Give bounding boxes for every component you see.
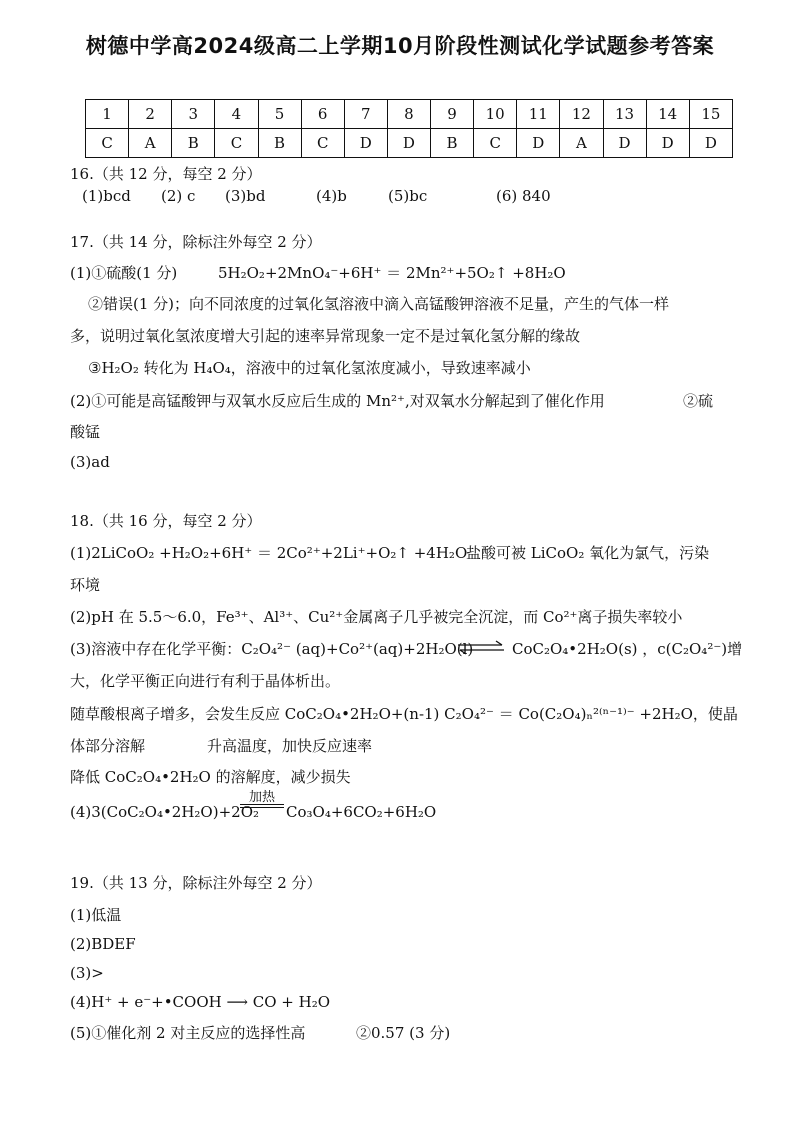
q16-item: (4)b	[316, 187, 347, 205]
table-cell-number: 1	[86, 100, 129, 129]
q17-equation-1: 5H₂O₂+2MnO₄⁻+6H⁺ ＝ 2Mn²⁺+5O₂↑ +8H₂O	[218, 264, 566, 282]
table-cell-number: 11	[517, 100, 560, 129]
q16-item: (5)bc	[388, 187, 428, 205]
q18-answer-3-a: 体部分溶解	[70, 737, 146, 755]
q18-line-6: 随草酸根离子增多，会发生反应 CoC₂O₄•2H₂O+(n-1) C₂O₄²⁻ ＝ Co(C₂O₄)ₙ²⁽ⁿ⁻¹⁾⁻ +2H₂O，使晶	[70, 705, 738, 723]
q17-line-6: 酸锰	[70, 423, 101, 441]
q19-line-5	[70, 1022, 451, 1043]
q18-answer-1-2: 盐酸可被 LiCoO₂ 氧化为氯气，污染	[466, 544, 710, 562]
q19-line-1: (1)低温	[70, 906, 122, 924]
answer-table	[85, 99, 733, 158]
q16-item: (3)bd	[225, 187, 266, 205]
table-cell-answer: B	[431, 129, 474, 158]
q18-header: 18.（共 16 分，每空 2 分）	[70, 512, 262, 530]
table-cell-answer: D	[603, 129, 646, 158]
table-cell-number: 4	[215, 100, 258, 129]
table-cell-answer: D	[689, 129, 732, 158]
q17-answer-1-1: (1)①硫酸(1 分)	[70, 264, 178, 282]
table-cell-number: 7	[344, 100, 387, 129]
q18-line-3: (2)pH 在 5.5～6.0，Fe³⁺、Al³⁺、Cu²⁺金属离子几乎被完全沉淀，而 Co²⁺离子损失率较小	[70, 608, 683, 626]
table-cell-answer: C	[301, 129, 344, 158]
table-cell-number: 9	[431, 100, 474, 129]
table-cell-number: 14	[646, 100, 689, 129]
q17-header: 17.（共 14 分，除标注外每空 2 分）	[70, 233, 322, 251]
q18-equation-1: (1)2LiCoO₂ +H₂O₂+6H⁺ ＝ 2Co²⁺+2Li⁺+O₂↑ +4H₂O	[70, 544, 468, 562]
table-cell-answer: D	[344, 129, 387, 158]
equilibrium-arrow-icon	[456, 640, 506, 660]
q19-answer-5-2: ②0.57 (3 分)	[356, 1024, 451, 1042]
table-cell-number: 3	[172, 100, 215, 129]
table-cell-number: 12	[560, 100, 603, 129]
q18-line-7	[70, 735, 373, 756]
table-cell-number: 2	[129, 100, 172, 129]
q17-line-4: ③H₂O₂ 转化为 H₄O₄，溶液中的过氧化氢浓度减小，导致速率减小	[88, 359, 531, 377]
table-cell-number: 15	[689, 100, 732, 129]
q18-answer-3-b: 升高温度，加快反应速率	[207, 737, 373, 755]
q18-equilibrium-right: CoC₂O₄•2H₂O(s) ，c(C₂O₄²⁻)增	[512, 640, 743, 658]
q16-item: (1)bcd	[82, 187, 131, 205]
q17-answer-2-1: (2)①可能是高锰酸钾与双氧水反应后生成的 Mn²⁺,对双氧水分解起到了催化作用	[70, 392, 605, 410]
q18-line-2: 环境	[70, 576, 101, 594]
q19-line-4: (4)H⁺ + e⁻+•COOH ⟶ CO + H₂O	[70, 993, 331, 1011]
page-title: 树德中学高2024级高二上学期10月阶段性测试化学试题参考答案	[85, 34, 715, 58]
table-cell-number: 10	[474, 100, 517, 129]
q16-item: (6) 840	[496, 187, 551, 205]
table-cell-answer: A	[129, 129, 172, 158]
q19-answer-5-1: (5)①催化剂 2 对主反应的选择性高	[70, 1024, 306, 1042]
heating-condition-label: 加热	[248, 790, 275, 805]
q18-equation-4-right: Co₃O₄+6CO₂+6H₂O	[286, 803, 437, 821]
q17-line-3: 多，说明过氧化氢浓度增大引起的速率异常现象一定不是过氧化氢分解的缘故	[70, 327, 581, 345]
q17-line-7: (3)ad	[70, 453, 110, 471]
q19-line-3: (3)>	[70, 964, 104, 982]
table-cell-number: 8	[387, 100, 430, 129]
q17-line-5	[70, 390, 714, 411]
heating-condition	[240, 791, 284, 808]
table-cell-answer: D	[387, 129, 430, 158]
q18-line-4	[70, 638, 743, 659]
table-cell-number: 13	[603, 100, 646, 129]
table-cell-answer: C	[215, 129, 258, 158]
q18-line-9	[70, 790, 437, 821]
q18-line-5: 大，化学平衡正向进行有利于晶体析出。	[70, 672, 341, 690]
q16-header: 16.（共 12 分，每空 2 分）	[70, 165, 262, 183]
q18-line-1	[70, 542, 710, 563]
table-cell-answer: B	[258, 129, 301, 158]
answer-table-answer-row	[86, 129, 733, 158]
q17-answer-2-2: ②硫	[683, 392, 714, 410]
table-cell-number: 6	[301, 100, 344, 129]
table-cell-number: 5	[258, 100, 301, 129]
q17-line-2: ②错误(1 分)；向不同浓度的过氧化氢溶液中滴入高锰酸钾溶液不足量，产生的气体一样	[88, 295, 670, 313]
q17-line-1	[70, 262, 566, 283]
q16-item: (2) c	[161, 187, 196, 205]
q19-header: 19.（共 13 分，除标注外每空 2 分）	[70, 874, 322, 892]
table-cell-answer: B	[172, 129, 215, 158]
answer-table-number-row	[86, 100, 733, 129]
table-cell-answer: C	[86, 129, 129, 158]
table-cell-answer: D	[517, 129, 560, 158]
q18-equation-4-left: (4)3(CoC₂O₄•2H₂O)+2O₂	[70, 803, 260, 821]
q18-equilibrium-left: (3)溶液中存在化学平衡：C₂O₄²⁻ (aq)+Co²⁺(aq)+2H₂O(l)	[70, 640, 474, 658]
table-cell-answer: D	[646, 129, 689, 158]
table-cell-answer: A	[560, 129, 603, 158]
table-cell-answer: C	[474, 129, 517, 158]
q19-line-2: (2)BDEF	[70, 935, 136, 953]
q18-line-8: 降低 CoC₂O₄•2H₂O 的溶解度，减少损失	[70, 768, 351, 786]
